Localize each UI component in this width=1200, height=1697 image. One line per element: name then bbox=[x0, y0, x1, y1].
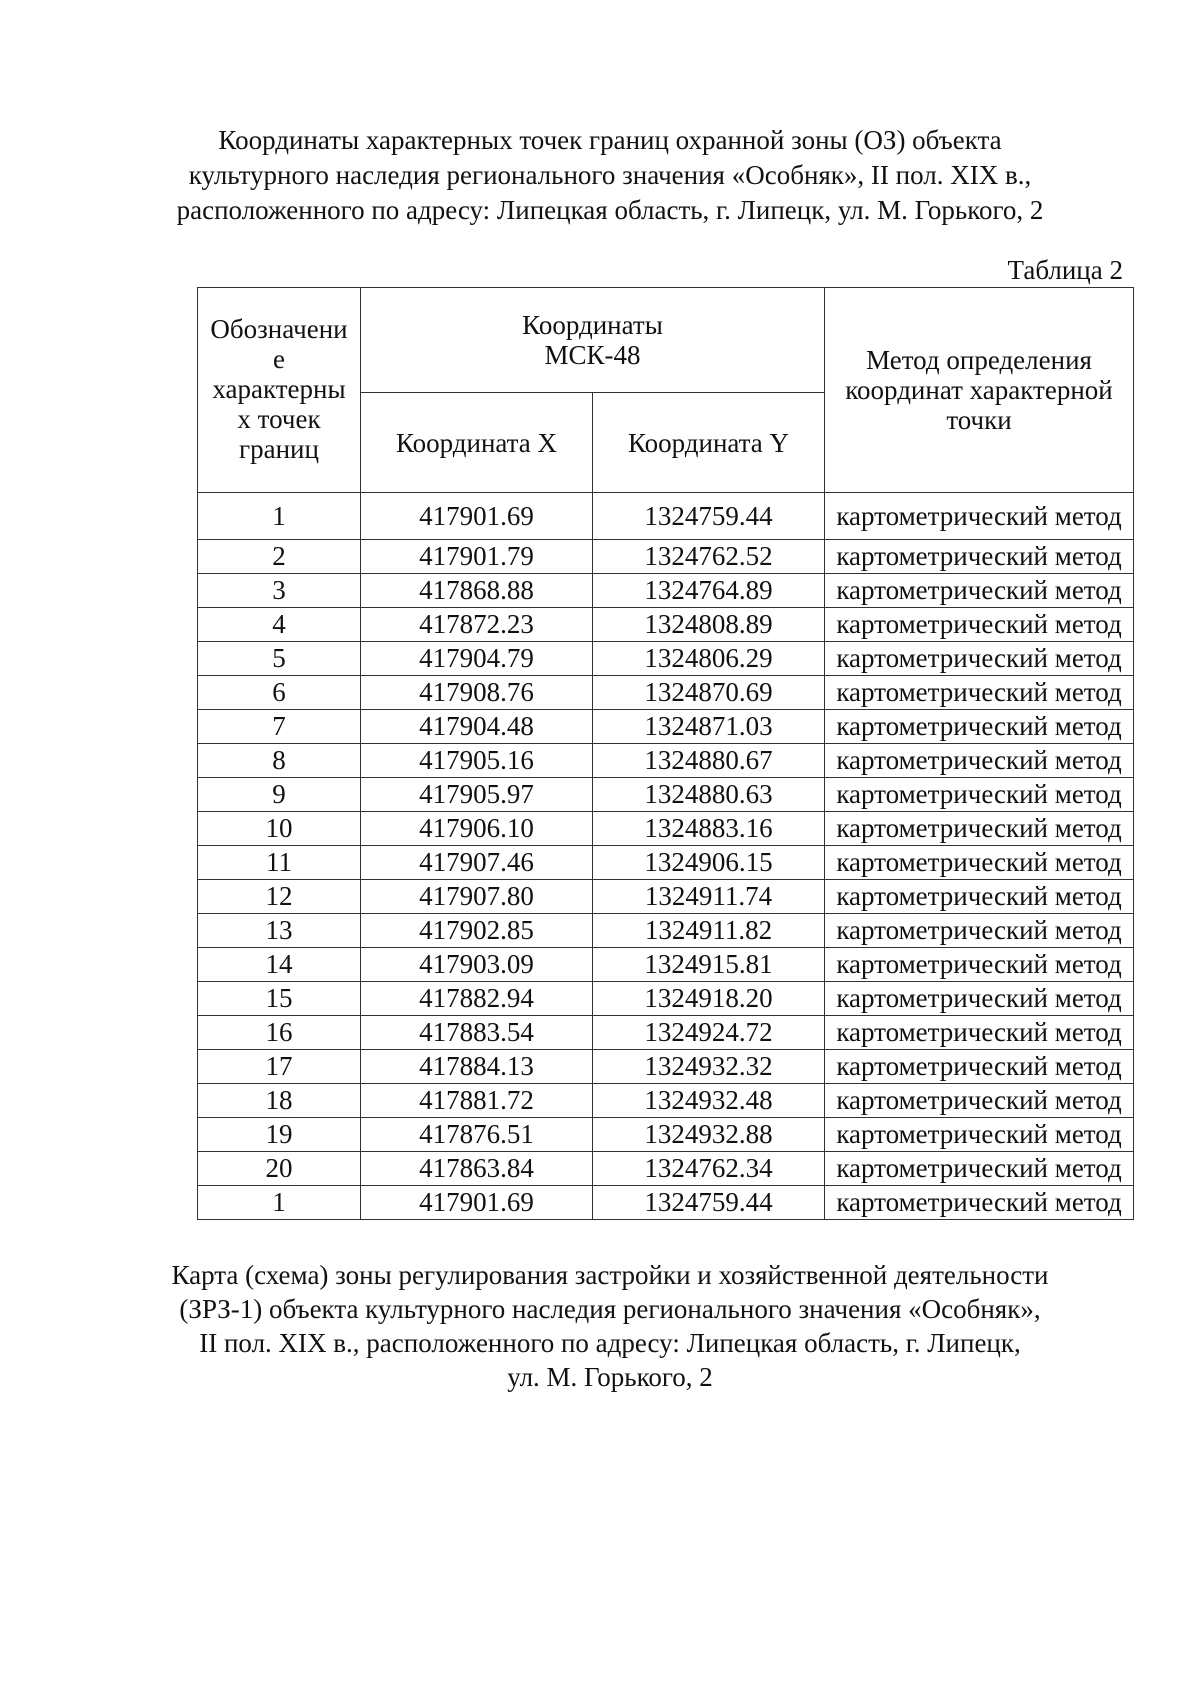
coordinates-table bbox=[197, 287, 1134, 1220]
coordinate-y-cell: 1324932.48 bbox=[593, 1084, 825, 1118]
coordinate-x-cell: 417905.97 bbox=[361, 778, 593, 812]
caption-line: II пол. XIX в., расположенного по адресу: Липецкая область, г. Липецк, bbox=[199, 1328, 1021, 1358]
method-cell: картометрический метод bbox=[825, 880, 1134, 914]
coordinate-y-cell: 1324880.67 bbox=[593, 744, 825, 778]
method-cell: картометрический метод bbox=[825, 1118, 1134, 1152]
coordinate-x-cell: 417901.79 bbox=[361, 540, 593, 574]
method-cell: картометрический метод bbox=[825, 1084, 1134, 1118]
coordinate-x-cell: 417901.69 bbox=[361, 1186, 593, 1220]
coordinate-y-cell: 1324764.89 bbox=[593, 574, 825, 608]
method-cell: картометрический метод bbox=[825, 948, 1134, 982]
method-cell: картометрический метод bbox=[825, 982, 1134, 1016]
coordinate-x-cell: 417881.72 bbox=[361, 1084, 593, 1118]
method-cell: картометрический метод bbox=[825, 493, 1134, 540]
point-number-cell: 14 bbox=[198, 948, 361, 982]
header-coordinates bbox=[361, 288, 825, 393]
point-number-cell: 1 bbox=[198, 1186, 361, 1220]
table-row bbox=[198, 914, 1134, 948]
method-cell: картометрический метод bbox=[825, 642, 1134, 676]
point-number-cell: 16 bbox=[198, 1016, 361, 1050]
method-cell: картометрический метод bbox=[825, 676, 1134, 710]
method-cell: картометрический метод bbox=[825, 778, 1134, 812]
header-designation bbox=[198, 288, 361, 493]
title-line: расположенного по адресу: Липецкая область, г. Липецк, ул. М. Горького, 2 bbox=[176, 195, 1044, 225]
header-designation-line: х точек bbox=[237, 404, 321, 434]
coordinate-y-cell: 1324871.03 bbox=[593, 710, 825, 744]
method-cell: картометрический метод bbox=[825, 1152, 1134, 1186]
point-number-cell: 19 bbox=[198, 1118, 361, 1152]
point-number-cell: 11 bbox=[198, 846, 361, 880]
coordinate-x-cell: 417884.13 bbox=[361, 1050, 593, 1084]
table-row bbox=[198, 880, 1134, 914]
table-row bbox=[198, 1050, 1134, 1084]
table-row bbox=[198, 608, 1134, 642]
coordinate-y-cell: 1324915.81 bbox=[593, 948, 825, 982]
table-row bbox=[198, 846, 1134, 880]
caption-line: Карта (схема) зоны регулирования застройки и хозяйственной деятельности bbox=[171, 1260, 1049, 1290]
point-number-cell: 7 bbox=[198, 710, 361, 744]
table-row bbox=[198, 710, 1134, 744]
table-label: Таблица 2 bbox=[1007, 255, 1123, 285]
coordinate-y-cell: 1324932.32 bbox=[593, 1050, 825, 1084]
point-number-cell: 3 bbox=[198, 574, 361, 608]
table-row bbox=[198, 1118, 1134, 1152]
method-cell: картометрический метод bbox=[825, 744, 1134, 778]
header-method-line: координат характерной bbox=[845, 375, 1113, 405]
header-coordinate-x: Координата X bbox=[361, 393, 593, 493]
table-row bbox=[198, 778, 1134, 812]
table-row bbox=[198, 982, 1134, 1016]
point-number-cell: 10 bbox=[198, 812, 361, 846]
method-cell: картометрический метод bbox=[825, 574, 1134, 608]
coordinate-x-cell: 417906.10 bbox=[361, 812, 593, 846]
table-row bbox=[198, 744, 1134, 778]
coordinate-y-cell: 1324911.82 bbox=[593, 914, 825, 948]
point-number-cell: 4 bbox=[198, 608, 361, 642]
header-method-line: точки bbox=[946, 405, 1012, 435]
coordinate-x-cell: 417872.23 bbox=[361, 608, 593, 642]
header-coordinate-y: Координата Y bbox=[593, 393, 825, 493]
coordinate-x-cell: 417907.80 bbox=[361, 880, 593, 914]
coordinate-x-cell: 417908.76 bbox=[361, 676, 593, 710]
method-cell: картометрический метод bbox=[825, 540, 1134, 574]
header-designation-line: характерны bbox=[212, 374, 346, 404]
map-caption bbox=[150, 1258, 1070, 1394]
coordinate-y-cell: 1324759.44 bbox=[593, 493, 825, 540]
coordinate-y-cell: 1324762.34 bbox=[593, 1152, 825, 1186]
method-cell: картометрический метод bbox=[825, 914, 1134, 948]
point-number-cell: 17 bbox=[198, 1050, 361, 1084]
table-row bbox=[198, 1084, 1134, 1118]
coordinate-y-cell: 1324759.44 bbox=[593, 1186, 825, 1220]
table-row bbox=[198, 540, 1134, 574]
table-row bbox=[198, 1016, 1134, 1050]
point-number-cell: 9 bbox=[198, 778, 361, 812]
coordinate-x-cell: 417882.94 bbox=[361, 982, 593, 1016]
table-row bbox=[198, 812, 1134, 846]
table-row bbox=[198, 1152, 1134, 1186]
point-number-cell: 12 bbox=[198, 880, 361, 914]
method-cell: картометрический метод bbox=[825, 846, 1134, 880]
coordinate-x-cell: 417904.48 bbox=[361, 710, 593, 744]
coordinate-y-cell: 1324762.52 bbox=[593, 540, 825, 574]
method-cell: картометрический метод bbox=[825, 1186, 1134, 1220]
coordinate-y-cell: 1324906.15 bbox=[593, 846, 825, 880]
method-cell: картометрический метод bbox=[825, 1016, 1134, 1050]
point-number-cell: 2 bbox=[198, 540, 361, 574]
header-coordinates-line: МСК-48 bbox=[544, 340, 641, 370]
table-row bbox=[198, 1186, 1134, 1220]
point-number-cell: 8 bbox=[198, 744, 361, 778]
coordinate-x-cell: 417876.51 bbox=[361, 1118, 593, 1152]
coordinate-x-cell: 417868.88 bbox=[361, 574, 593, 608]
coordinate-x-cell: 417904.79 bbox=[361, 642, 593, 676]
coordinate-y-cell: 1324924.72 bbox=[593, 1016, 825, 1050]
method-cell: картометрический метод bbox=[825, 608, 1134, 642]
coordinate-y-cell: 1324806.29 bbox=[593, 642, 825, 676]
coordinate-x-cell: 417902.85 bbox=[361, 914, 593, 948]
point-number-cell: 15 bbox=[198, 982, 361, 1016]
table-row bbox=[198, 642, 1134, 676]
coordinate-x-cell: 417903.09 bbox=[361, 948, 593, 982]
method-cell: картометрический метод bbox=[825, 1050, 1134, 1084]
coordinate-y-cell: 1324870.69 bbox=[593, 676, 825, 710]
caption-line: (ЗРЗ-1) объекта культурного наследия регионального значения «Особняк», bbox=[179, 1294, 1041, 1324]
method-cell: картометрический метод bbox=[825, 710, 1134, 744]
table-row bbox=[198, 676, 1134, 710]
coordinate-y-cell: 1324918.20 bbox=[593, 982, 825, 1016]
coordinate-x-cell: 417907.46 bbox=[361, 846, 593, 880]
coordinate-y-cell: 1324883.16 bbox=[593, 812, 825, 846]
coordinate-y-cell: 1324911.74 bbox=[593, 880, 825, 914]
header-designation-line: е bbox=[273, 344, 285, 374]
coordinate-y-cell: 1324932.88 bbox=[593, 1118, 825, 1152]
point-number-cell: 18 bbox=[198, 1084, 361, 1118]
table-row bbox=[198, 948, 1134, 982]
title-line: культурного наследия регионального значения «Особняк», II пол. XIX в., bbox=[188, 160, 1032, 190]
coordinate-x-cell: 417863.84 bbox=[361, 1152, 593, 1186]
coordinate-y-cell: 1324880.63 bbox=[593, 778, 825, 812]
document-title bbox=[150, 123, 1070, 228]
point-number-cell: 13 bbox=[198, 914, 361, 948]
caption-line: ул. М. Горького, 2 bbox=[507, 1362, 713, 1392]
header-method-line: Метод определения bbox=[866, 345, 1092, 375]
point-number-cell: 6 bbox=[198, 676, 361, 710]
header-designation-line: Обозначени bbox=[210, 314, 348, 344]
title-line: Координаты характерных точек границ охранной зоны (ОЗ) объекта bbox=[218, 125, 1002, 155]
method-cell: картометрический метод bbox=[825, 812, 1134, 846]
coordinate-y-cell: 1324808.89 bbox=[593, 608, 825, 642]
point-number-cell: 5 bbox=[198, 642, 361, 676]
coordinate-x-cell: 417905.16 bbox=[361, 744, 593, 778]
table-row bbox=[198, 493, 1134, 540]
point-number-cell: 1 bbox=[198, 493, 361, 540]
header-method bbox=[825, 288, 1134, 493]
coordinate-x-cell: 417901.69 bbox=[361, 493, 593, 540]
table-row bbox=[198, 574, 1134, 608]
coordinate-x-cell: 417883.54 bbox=[361, 1016, 593, 1050]
coordinates-table-body bbox=[198, 493, 1134, 1220]
header-coordinates-line: Координаты bbox=[522, 310, 663, 340]
header-designation-line: границ bbox=[239, 434, 319, 464]
point-number-cell: 20 bbox=[198, 1152, 361, 1186]
